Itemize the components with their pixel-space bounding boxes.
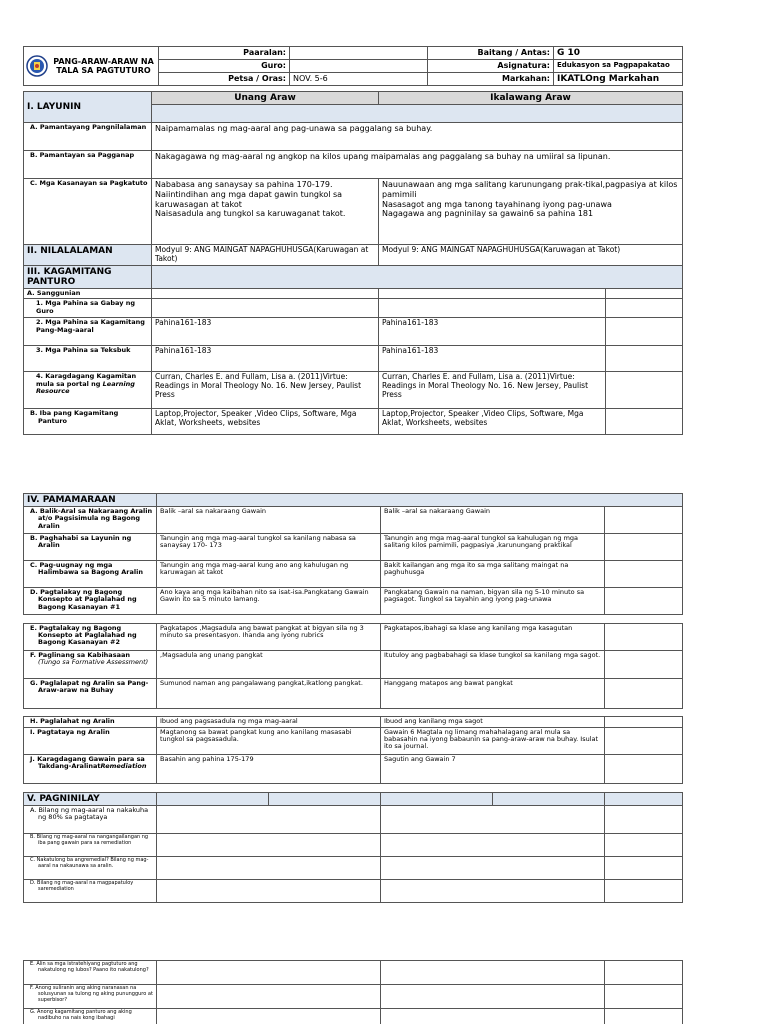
asignatura-label: Asignatura:	[428, 60, 554, 72]
pagtalakay-2-extra	[605, 624, 683, 651]
petsa-label: Petsa / Oras:	[159, 72, 290, 85]
iba-kagamitan-day1: Laptop,Projector, Speaker ,Video Clips, Software, Mga Aklat, Worksheets, websites	[152, 409, 379, 435]
karagdagang-gawain-day2: Sagutin ang Gawain 7	[381, 755, 605, 784]
pagtataya-day1: Magtanong sa bawat pangkat kung ano kanilang masasabi tungkol sa pagsasadula.	[157, 728, 381, 755]
paglalapat-day1: Sumunod naman ang pangalawang pangkat,ikatlong pangkat.	[157, 679, 381, 709]
layunin-spacer	[152, 105, 683, 123]
paglinang-day1: ,Magsadula ang unang pangkat	[157, 651, 381, 679]
petsa-field[interactable]: NOV. 5-6	[290, 72, 428, 85]
pagninilay-head-4	[493, 793, 605, 806]
deped-seal-icon	[26, 55, 48, 77]
pagninilay-table	[23, 792, 683, 903]
formative-assessment-text: (Tungo sa Formative Assessment)	[38, 658, 149, 667]
kagamitan-heading: III. KAGAMITANG PANTURO	[24, 265, 152, 289]
pagninilay-c-label: C. Nakatulong ba angremedial? Bilang ng mag-aaral na nakaunawa sa aralin.	[24, 857, 157, 880]
header-title-cell	[24, 47, 159, 86]
paaralan-field[interactable]	[290, 47, 428, 60]
pagninilay-b-day2[interactable]	[381, 834, 605, 857]
pagtalakay-2-day1: Pagkatapos ,Magsadula ang bawat pangkat at bigyan sila ng 3 minuto sa presentasyon. Ihanda ang iyong rubrics	[157, 624, 381, 651]
pagninilay-d-day1[interactable]	[157, 880, 381, 903]
sanggunian-label: A. Sanggunian	[24, 289, 152, 299]
pagtalakay-1-day1: Ano kaya ang mga kaibahan nito sa isat-isa.Pangkatang Gawain Gawin ito sa 5 minuto lamang.	[157, 588, 381, 615]
sanggunian-extra	[606, 289, 683, 299]
gabay-guro-label: 1. Mga Pahina sa Gabay ng Guro	[24, 299, 152, 318]
kasanayan-day1: Nababasa ang sanaysay sa pahina 170-179. Naiintindihan ang mga dapat gawin tungkol sa karuwasagan at takot Naisasadula ang tungkol sa karuwaganat takot.	[152, 179, 379, 245]
paglinang-extra	[605, 651, 683, 679]
balik-aral-label: A. Balik-Aral sa Nakaraang Aralin at/o Pagsisimula ng Bagong Aralin	[24, 507, 157, 534]
markahan-label: Markahan:	[428, 72, 554, 85]
pagtataya-extra	[605, 728, 683, 755]
sanggunian-day2	[379, 289, 606, 299]
pag-uugnay-day2: Bakit kailangan ang mga ito sa mga salitang maingat na paghuhusga	[381, 561, 605, 588]
paglalahat-day2: Ibuod ang kanilang mga sagot	[381, 717, 605, 728]
karagdagang-kagamitan-day1: Curran, Charles E. and Fullam, Lisa a. (2011)Virtue: Readings in Moral Theology No. 16. New Jersey, Paulist Press	[152, 372, 379, 409]
kasanayan-day2: Nauunawaan ang mga salitang karunungang prak-tikal,pagpasiya at kilos pamimili Nasasagot ang mga tanong tayahinang iyong pag-unawa Nagagawa ang pagninilay sa gawain6 sa pahina 181	[379, 179, 683, 245]
pagninilay-b-day1[interactable]	[157, 834, 381, 857]
iba-kagamitan-extra	[606, 409, 683, 435]
pagninilay-heading: V. PAGNINILAY	[24, 793, 157, 806]
sanggunian-day1	[152, 289, 379, 299]
day1-heading: Unang Araw	[152, 92, 379, 105]
paghahabi-day1: Tanungin ang mga mag-aaral tungkol sa kanilang nabasa sa sanaysay 170- 173	[157, 534, 381, 561]
karagdagang-gawain-label	[24, 755, 157, 784]
page-title: PANG-ARAW-ARAW NA TALA SA PAGTUTURO	[53, 56, 154, 75]
pamamaraan-table-2	[23, 623, 683, 709]
paglalapat-day2: Hanggang matapos ang bawat pangkat	[381, 679, 605, 709]
pagtalakay-1-day2: Pangkatang Gawain na naman, bigyan sila ng 5-10 minuto sa pagsagot. Tungkol sa tayahin ang iyong pag-unawa	[381, 588, 605, 615]
pagninilay-table-2	[23, 960, 683, 1024]
pag-uugnay-day1: Tanungin ang mga mag-aaral kung ano ang kahulugan ng karuwagan at takot	[157, 561, 381, 588]
teksbuk-extra	[606, 346, 683, 372]
pagninilay-a-label: A. Bilang ng mag-aaral na nakakuha ng 80% sa pagtataya	[24, 806, 157, 834]
teksbuk-label: 3. Mga Pahina sa Teksbuk	[24, 346, 152, 372]
guro-label: Guro:	[159, 60, 290, 72]
pagninilay-head-5	[605, 793, 683, 806]
pagninilay-d-extra	[605, 880, 683, 903]
pamamaraan-table-1	[23, 493, 683, 615]
paaralan-label: Paaralan:	[159, 47, 290, 60]
paglalahat-extra	[605, 717, 683, 728]
pagninilay-f-day2[interactable]	[381, 985, 605, 1009]
iba-kagamitan-day2: Laptop,Projector, Speaker ,Video Clips, Software, Mga Aklat, Worksheets, websites	[379, 409, 606, 435]
paglinang-label	[24, 651, 157, 679]
pang-mag-aaral-day1: Pahina161-183	[152, 318, 379, 346]
pamamaraan-heading: IV. PAMAMARAAN	[24, 494, 157, 507]
pagninilay-c-extra	[605, 857, 683, 880]
pagninilay-e-day1[interactable]	[157, 961, 381, 985]
pagtataya-label: I. Pagtataya ng Aralin	[24, 728, 157, 755]
pagtalakay-2-label: E. Pagtalakay ng Bagong Konsepto at Paglalahad ng Bagong Kasanayan #2	[24, 624, 157, 651]
layunin-heading: I. LAYUNIN	[24, 92, 152, 123]
pagninilay-f-extra	[605, 985, 683, 1009]
pagninilay-b-extra	[605, 834, 683, 857]
pagninilay-e-extra	[605, 961, 683, 985]
teksbuk-day1: Pahina161-183	[152, 346, 379, 372]
kagamitan-spacer	[152, 265, 683, 289]
pagninilay-c-day1[interactable]	[157, 857, 381, 880]
karagdagang-gawain-day1: Basahin ang pahina 175-179	[157, 755, 381, 784]
paghahabi-label: B. Paghahabi sa Layunin ng Aralin	[24, 534, 157, 561]
nilalaman-day2: Modyul 9: ANG MAINGAT NAPAGHUHUSGA(Karuwagan at Takot)	[379, 245, 683, 265]
pagninilay-c-day2[interactable]	[381, 857, 605, 880]
markahan-field[interactable]: IKATLOng Markahan	[554, 72, 683, 85]
pagtalakay-1-label: D. Pagtalakay ng Bagong Konsepto at Paglalahad ng Bagong Kasanayan #1	[24, 588, 157, 615]
pang-mag-aaral-extra	[606, 318, 683, 346]
nilalaman-heading: II. NILALALAMAN	[24, 245, 152, 265]
paghahabi-day2: Tanungin ang mga mag-aaral tungkol sa kahulugan ng mga salitang kilos pamimili, pagpasiya ,karunungang praktikal	[381, 534, 605, 561]
pagninilay-f-label: F. Anong suliranin ang aking naranasan na solusyunan sa tulong ng aking punungguro at superbisor?	[24, 985, 157, 1009]
gabay-guro-day2	[379, 299, 606, 318]
learning-resource-text: Learning Resource	[36, 379, 135, 395]
paglalapat-extra	[605, 679, 683, 709]
asignatura-field[interactable]: Edukasyon sa Pagpapakatao	[554, 60, 683, 72]
pamantayang-pangnilalaman-label: A. Pamantayang Pangnilalaman	[24, 123, 152, 151]
baitang-field[interactable]: G 10	[554, 47, 683, 60]
karagdagang-kagamitan-label-text: 4. Karagdagang Kagamitan mula sa portal ng	[36, 372, 137, 388]
kasanayan-label: C. Mga Kasanayan sa Pagkatuto	[24, 179, 152, 245]
pagninilay-g-day1[interactable]	[157, 1009, 381, 1024]
paglinang-day2: Itutuloy ang pagbabahagi sa klase tungkol sa kanilang mga sagot.	[381, 651, 605, 679]
pagninilay-g-extra	[605, 1009, 683, 1024]
paghahabi-extra	[605, 534, 683, 561]
header-table	[23, 46, 683, 86]
layunin-table	[23, 91, 683, 435]
gabay-guro-day1	[152, 299, 379, 318]
pang-mag-aaral-label: 2. Mga Pahina sa Kagamitang Pang-Mag-aaral	[24, 318, 152, 346]
paglinang-label-text: F. Paglinang sa Kabihasaan	[30, 651, 130, 659]
pagninilay-a-extra	[605, 806, 683, 834]
paglalahat-day1: Ibuod ang pagsasadula ng mga mag-aaral	[157, 717, 381, 728]
pagninilay-d-day2[interactable]	[381, 880, 605, 903]
pag-uugnay-extra	[605, 561, 683, 588]
pagninilay-a-day1[interactable]	[157, 806, 381, 834]
pagninilay-f-day1[interactable]	[157, 985, 381, 1009]
pagninilay-d-label: D. Bilang ng mag-aaral na magpapatuloy saremediation	[24, 880, 157, 903]
pagtalakay-1-extra	[605, 588, 683, 615]
pagninilay-e-day2[interactable]	[381, 961, 605, 985]
pamantayan-pagganap-label: B. Pamantayan sa Pagganap	[24, 151, 152, 179]
karagdagang-gawain-label-text: J. Karagdagang Gawain para sa Takdang-Aralinat	[30, 755, 145, 771]
remediation-text: Remediation	[100, 762, 147, 771]
pagninilay-head-3	[381, 793, 493, 806]
pang-mag-aaral-day2: Pahina161-183	[379, 318, 606, 346]
pagninilay-head-1	[157, 793, 269, 806]
pamamaraan-spacer	[157, 494, 683, 507]
nilalaman-day1: Modyul 9: ANG MAINGAT NAPAGHUHUSGA(Karuwagan at Takot)	[152, 245, 379, 265]
paglalapat-label: G. Paglalapat ng Aralin sa Pang-Araw-araw na Buhay	[24, 679, 157, 709]
karagdagang-gawain-extra	[605, 755, 683, 784]
baitang-label: Baitang / Antas:	[428, 47, 554, 60]
pagninilay-e-label: E. Alin sa mga istratehiyang pagtuturo ang nakatulong ng lubos? Paano ito nakatulong?	[24, 961, 157, 985]
day2-heading: Ikalawang Araw	[379, 92, 683, 105]
pagninilay-g-label: G. Anong kagamitang panturo ang aking nadibuho na nais kong ibahagi	[24, 1009, 157, 1024]
pagninilay-head-2	[269, 793, 381, 806]
pagtataya-day2: Gawain 6 Magtala ng limang mahahalagang aral mula sa babasahin na iyong babaunin sa pang-araw-araw na buhay. Isulat ito sa journal.	[381, 728, 605, 755]
karagdagang-kagamitan-day2: Curran, Charles E. and Fullam, Lisa a. (2011)Virtue: Readings in Moral Theology No. 16. New Jersey, Paulist Press	[379, 372, 606, 409]
pamantayang-pangnilalaman-text: Naipamamalas ng mag-aaral ang pag-unawa sa paggalang sa buhay.	[152, 123, 683, 151]
karagdagang-kagamitan-extra	[606, 372, 683, 409]
pagninilay-b-label: B. Bilang ng mag-aaral na nangangailangan ng iba pang gawain para sa remediation	[24, 834, 157, 857]
paglalahat-label: H. Paglalahat ng Aralin	[24, 717, 157, 728]
iba-kagamitan-label: B. Iba pang Kagamitang Panturo	[24, 409, 152, 435]
gabay-guro-extra	[606, 299, 683, 318]
balik-aral-extra	[605, 507, 683, 534]
karagdagang-kagamitan-label	[24, 372, 152, 409]
pagtalakay-2-day2: Pagkatapos,ibahagi sa klase ang kanilang mga kasagutan	[381, 624, 605, 651]
pamamaraan-table-3	[23, 716, 683, 784]
pagninilay-g-day2[interactable]	[381, 1009, 605, 1024]
guro-field[interactable]	[290, 60, 428, 72]
pamantayan-pagganap-text: Nakagagawa ng mag-aaral ng angkop na kilos upang maipamalas ang paggalang sa buhay na umiiral sa lipunan.	[152, 151, 683, 179]
pag-uugnay-label: C. Pag-uugnay ng mga Halimbawa sa Bagong Aralin	[24, 561, 157, 588]
pagninilay-a-day2[interactable]	[381, 806, 605, 834]
balik-aral-day2: Balik –aral sa nakaraang Gawain	[381, 507, 605, 534]
teksbuk-day2: Pahina161-183	[379, 346, 606, 372]
balik-aral-day1: Balik –aral sa nakaraang Gawain	[157, 507, 381, 534]
